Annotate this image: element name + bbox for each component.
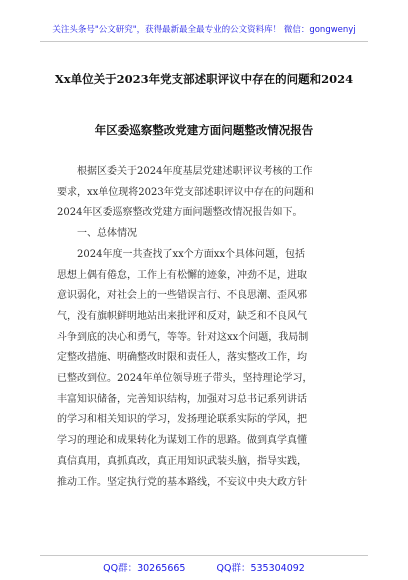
- paragraph-line: 2024年度一共查找了xx个方面xx个具体问题，包括: [77, 248, 306, 260]
- paragraph-line: 丰富知识储备，完善知识结构，加强对习总书记系列讲话: [57, 393, 307, 405]
- section-heading-text: 一、总体情况: [77, 228, 137, 240]
- footer-divider: [40, 555, 368, 556]
- overview-paragraph: [57, 245, 357, 493]
- footer-qq-group-2: QQ群：535304092: [216, 563, 305, 574]
- section-heading: [57, 224, 357, 245]
- header-banner: 关注头条号"公文研究"，获得最新最全最专业的公文资料库！ 微信：gongwenyj: [52, 25, 356, 35]
- paragraph-line: 学习的理论和成果转化为谋划工作的思路。做到真学真懂: [57, 435, 307, 447]
- footer: [0, 560, 408, 574]
- paragraph-line: 思想上偶有倦怠，工作上有松懈的迹象，冲劲不足，进取: [57, 269, 307, 281]
- footer-qq-group-1: QQ群：30265665: [103, 563, 186, 574]
- paragraph-line: 真信真用，真抓真改，真正用知识武装头脑，指导实践，: [57, 455, 307, 467]
- paragraph-line: 根据区委关于2024年度基层党建述职评议考核的工作: [77, 166, 313, 177]
- paragraph-line: 2024年区委巡察整改党建方面问题整改情况报告如下。: [57, 207, 303, 219]
- paragraph-line: 意识弱化，对社会上的一些错误言行、不良思潮、歪风邪: [57, 290, 307, 302]
- header-divider: [40, 41, 368, 42]
- paragraph-line: 要求，xx单位现将2023年党支部述职评议中存在的问题和: [57, 186, 314, 198]
- document-title-line-2: 年区委巡察整改党建方面问题整改情况报告: [94, 123, 314, 137]
- document-title-line-1: Xx单位关于2023年党支部述职评议中存在的问题和2024: [54, 72, 354, 86]
- paragraph-line: 气，没有旗帜鲜明地站出来批评和反对，缺乏和不良风气: [57, 310, 307, 322]
- paragraph-line: 的学习和相关知识的学习，发扬理论联系实际的学风，把: [57, 414, 307, 426]
- intro-paragraph: [57, 162, 357, 224]
- paragraph-line: 定整改措施、明确整改时限和责任人，落实整改工作，均: [57, 352, 307, 364]
- paragraph-line: 斗争到底的决心和勇气，等等。针对这xx个问题，我局制: [57, 331, 309, 343]
- paragraph-line: 推动工作。坚定执行党的基本路线，不妄议中央大政方针: [57, 476, 307, 488]
- document-body: [57, 162, 357, 493]
- paragraph-line: 已整改到位。2024年单位领导班子带头，坚持理论学习，: [57, 373, 313, 385]
